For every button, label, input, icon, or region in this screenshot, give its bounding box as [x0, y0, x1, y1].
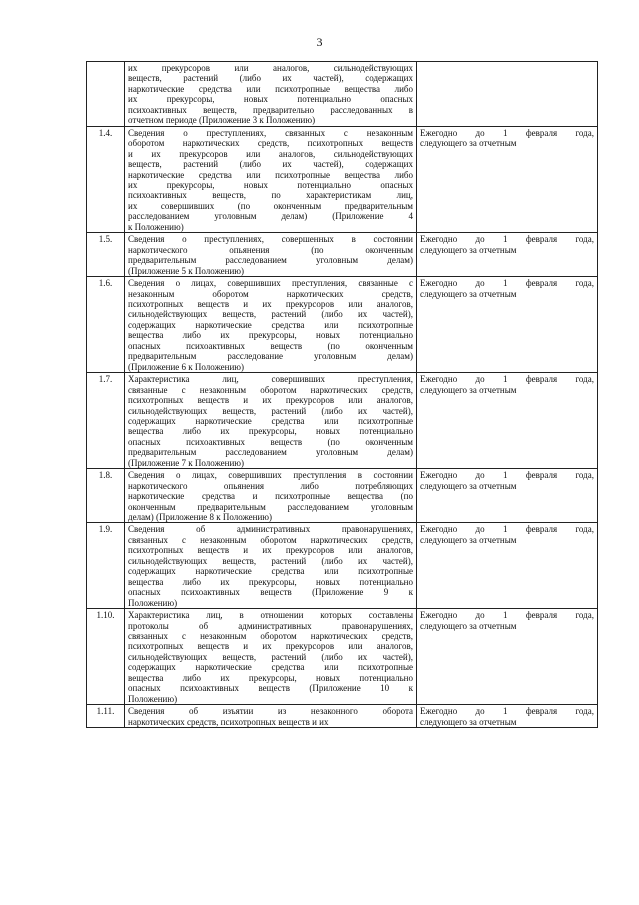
row-description: [125, 373, 417, 469]
row-description: [125, 469, 417, 523]
description-line: психотропных веществ и их прекурсоров или аналогов,: [128, 298, 413, 309]
description-line: содержащих наркотические средства или психотропные: [128, 319, 413, 330]
description-line: Сведения о преступлениях, совершенных в состоянии: [128, 234, 413, 245]
description-line: Сведения об изъятии из незаконного оборота: [128, 706, 413, 717]
description-line: наркотических средств, психотропных веществ и их: [128, 716, 329, 727]
description-line: сильнодействующих веществ, растений (либо их частей),: [128, 555, 413, 566]
description-line: Сведения о лицах, совершивших преступления в состоянии: [128, 470, 413, 481]
reporting-table: [86, 61, 598, 728]
row-deadline: [417, 233, 598, 277]
description-line: наркотические средства и психотропные вещества (по: [128, 491, 413, 502]
deadline-line: Ежегодно до 1 февраля года,: [420, 374, 594, 385]
description-line: предварительным расследование уголовным делам): [128, 351, 413, 362]
description-line: связанных с незаконным оборотом наркотических средств,: [128, 631, 413, 642]
description-line: Характеристика лиц, совершивших преступления,: [128, 374, 413, 385]
deadline-line: Ежегодно до 1 февраля года,: [420, 706, 594, 717]
row-description: [125, 277, 417, 373]
row-deadline: [417, 705, 598, 728]
description-line: содержащих наркотические средства или психотропные: [128, 415, 413, 426]
description-line: наркотического опьянения либо потребляющих: [128, 480, 413, 491]
description-line: содержащих наркотические средства или психотропные: [128, 566, 413, 577]
table-row: [87, 373, 598, 469]
row-number: 1.4.: [87, 126, 125, 233]
description-line: оконченным предварительным расследованием уголовным: [128, 501, 413, 512]
row-number: 1.9.: [87, 523, 125, 609]
table-row: [87, 609, 598, 705]
row-deadline: [417, 469, 598, 523]
description-line: их прекурсоры, новых потенциально опасных: [128, 94, 413, 105]
description-line: психотропных веществ и их прекурсоров или аналогов,: [128, 545, 413, 556]
deadline-line: следующего за отчетным: [420, 138, 517, 149]
description-line: к Положению): [128, 221, 184, 232]
deadline-line: следующего за отчетным: [420, 244, 517, 255]
description-line: и их прекурсоров или аналогов, сильнодействующих: [128, 148, 413, 159]
description-line: Положению): [128, 693, 178, 704]
reporting-table-body: [87, 62, 598, 728]
description-line: сильнодействующих веществ, растений (либо их частей),: [128, 309, 413, 320]
description-line: предварительным расследованием уголовным делам): [128, 447, 413, 458]
description-line: (Приложение 6 к Положению): [128, 361, 245, 372]
description-line: вещества либо их прекурсоры, новых потенциально: [128, 330, 413, 341]
description-line: расследованием уголовным делам) (Приложение 4: [128, 211, 413, 222]
row-number: 1.5.: [87, 233, 125, 277]
description-line: сильнодействующих веществ, растений (либо их частей),: [128, 651, 413, 662]
deadline-line: следующего за отчетным: [420, 620, 517, 631]
deadline-line: Ежегодно до 1 февраля года,: [420, 127, 594, 138]
table-row: [87, 523, 598, 609]
description-line: (Приложение 5 к Положению): [128, 265, 245, 276]
description-line: Сведения о лицах, совершивших преступления, связанные с: [128, 278, 413, 289]
table-row: [87, 233, 598, 277]
deadline-line: следующего за отчетным: [420, 716, 517, 727]
description-line: (Приложение 7 к Положению): [128, 457, 245, 468]
row-description: [125, 62, 417, 127]
description-line: опасных психоактивных веществ (Приложение 10 к: [128, 683, 413, 694]
description-line: наркотические средства или психотропные вещества либо: [128, 169, 413, 180]
table-row: [87, 705, 598, 728]
description-line: Характеристика лиц, в отношении которых составлены: [128, 610, 413, 621]
description-line: веществ, растений (либо их частей), содержащих: [128, 73, 413, 84]
description-line: делам) (Приложение 8 к Положению): [128, 512, 273, 523]
row-description: [125, 523, 417, 609]
description-line: веществ, растений (либо их частей), содержащих: [128, 159, 413, 170]
row-number: 1.8.: [87, 469, 125, 523]
deadline-line: Ежегодно до 1 февраля года,: [420, 234, 594, 245]
deadline-line: Ежегодно до 1 февраля года,: [420, 278, 594, 289]
page-number: 3: [316, 35, 323, 49]
description-line: их прекурсоры, новых потенциально опасных: [128, 179, 413, 190]
deadline-line: Ежегодно до 1 февраля года,: [420, 470, 594, 481]
description-line: психоактивных веществ, предварительно расследованных в: [128, 104, 413, 115]
description-line: предварительным расследованием уголовным делам): [128, 255, 413, 266]
deadline-line: следующего за отчетным: [420, 480, 517, 491]
description-line: психоактивных веществ, по характеристикам лиц,: [128, 190, 413, 201]
deadline-line: следующего за отчетным: [420, 534, 517, 545]
row-description: [125, 609, 417, 705]
description-line: вещества либо их прекурсоры, новых потенциально: [128, 426, 413, 437]
row-description: [125, 233, 417, 277]
description-line: содержащих наркотические средства или психотропные: [128, 662, 413, 673]
table-row: [87, 469, 598, 523]
row-deadline: [417, 62, 598, 127]
deadline-line: Ежегодно до 1 февраля года,: [420, 524, 594, 535]
row-number: 1.6.: [87, 277, 125, 373]
description-line: опасных психоактивных веществ (Приложение 9 к: [128, 587, 413, 598]
row-number: [87, 62, 125, 127]
deadline-line: следующего за отчетным: [420, 288, 517, 299]
row-number: 1.11.: [87, 705, 125, 728]
table-row: [87, 126, 598, 233]
description-line: протоколы об административных правонарушениях,: [128, 620, 413, 631]
description-line: связанные с незаконным оборотом наркотических средств,: [128, 384, 413, 395]
description-line: вещества либо их прекурсоры, новых потенциально: [128, 576, 413, 587]
deadline-line: Ежегодно до 1 февраля года,: [420, 610, 594, 621]
description-line: опасных психоактивных веществ (по оконченным: [128, 340, 413, 351]
row-deadline: [417, 609, 598, 705]
description-line: незаконным оборотом наркотических средств,: [128, 288, 413, 299]
row-deadline: [417, 277, 598, 373]
description-line: сильнодействующих веществ, растений (либо их частей),: [128, 405, 413, 416]
row-deadline: [417, 373, 598, 469]
row-deadline: [417, 126, 598, 233]
description-line: их совершивших (по оконченным предварительным: [128, 200, 413, 211]
table-row: [87, 277, 598, 373]
description-line: психотропных веществ и их прекурсоров или аналогов,: [128, 641, 413, 652]
row-number: 1.10.: [87, 609, 125, 705]
description-line: связанных с незаконным оборотом наркотических средств,: [128, 534, 413, 545]
row-deadline: [417, 523, 598, 609]
description-line: их прекурсоров или аналогов, сильнодействующих: [128, 63, 413, 73]
description-line: Положению): [128, 597, 178, 608]
deadline-line: следующего за отчетным: [420, 384, 517, 395]
description-line: Сведения об административных правонарушениях,: [128, 524, 413, 535]
description-line: наркотические средства или психотропные вещества либо: [128, 83, 413, 94]
description-line: наркотического опьянения (по оконченным: [128, 244, 413, 255]
description-line: опасных психоактивных веществ (по оконченным: [128, 436, 413, 447]
table-row: [87, 62, 598, 127]
row-description: [125, 126, 417, 233]
description-line: вещества либо их прекурсоры, новых потенциально: [128, 672, 413, 683]
description-line: психотропных веществ и их прекурсоров или аналогов,: [128, 395, 413, 406]
row-number: 1.7.: [87, 373, 125, 469]
row-description: [125, 705, 417, 728]
description-line: оборотом наркотических средств, психотропных веществ: [128, 138, 413, 149]
description-line: отчетном периоде (Приложение 3 к Положению): [128, 115, 316, 126]
description-line: Сведения о преступлениях, связанных с незаконным: [128, 127, 413, 138]
